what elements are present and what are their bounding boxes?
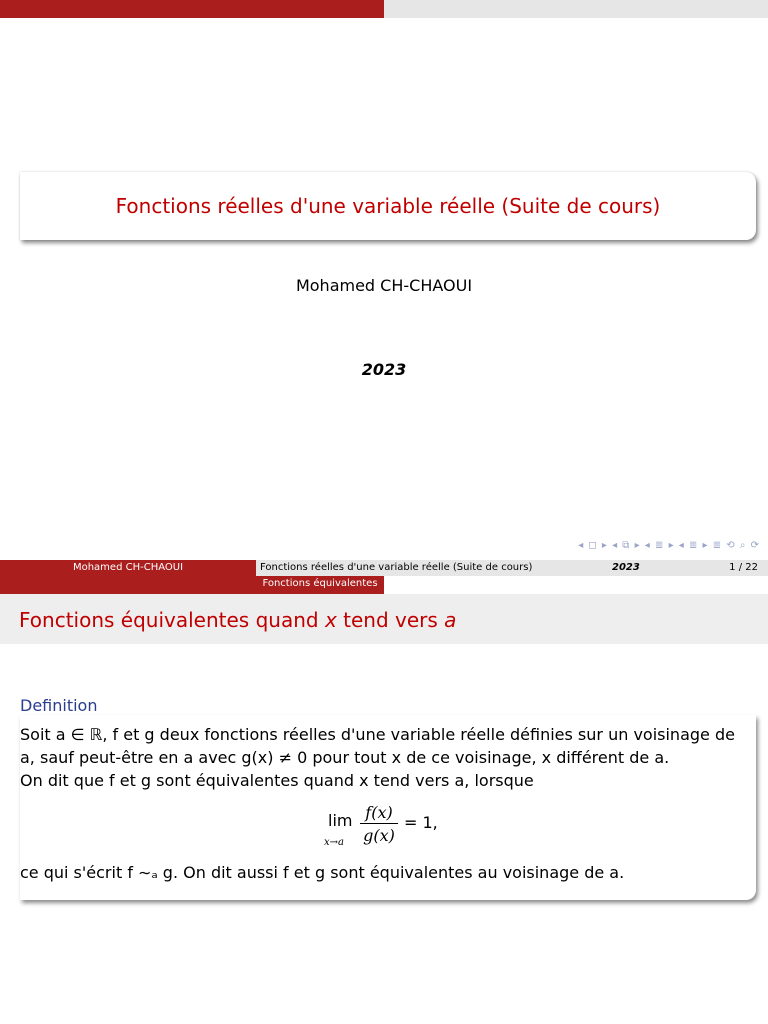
author-name: Mohamed CH-CHAOUI [295, 276, 473, 295]
navigation-symbols-icon[interactable]: ◂ ◻ ▸ ◂ ⧉ ▸ ◂ ≣ ▸ ◂ ≣ ▸ ≣ ⟲ ⌕ ⟳ [578, 540, 760, 551]
formula-lim-subscript: x→a [324, 837, 344, 848]
definition-label: Definition [20, 696, 98, 715]
footer-info-bar [256, 560, 768, 576]
definition-line-1: Soit a ∈ ℝ, f et g deux fonctions réelles d'une variable réelle définies sur un voisinage de [20, 725, 735, 744]
header-bar-grey [384, 0, 768, 18]
formula-numerator: f(x) [365, 803, 393, 822]
definition-line-3: On dit que f et g sont équivalentes quand x tend vers a, lorsque [20, 771, 534, 790]
definition-line-4: ce qui s'écrit f ∼ₐ g. On dit aussi f et g sont équivalentes au voisinage de a. [20, 863, 625, 882]
presentation-date: 2023 [361, 360, 407, 379]
formula-rhs: = 1, [404, 813, 438, 832]
frame-title: Fonctions équivalentes quand x tend vers a [19, 608, 457, 632]
formula-fraction [360, 801, 398, 847]
presentation-title: Fonctions réelles d'une variable réelle (Suite de cours) [115, 194, 661, 218]
header-bar-accent [0, 0, 384, 18]
footer-page-number: 1 / 22 [729, 562, 758, 573]
footline [0, 560, 768, 594]
title-box [20, 172, 756, 240]
footer-date: 2023 [612, 562, 640, 573]
formula-lim: lim [328, 811, 353, 830]
definition-line-2: a, sauf peut-être en a avec g(x) ≠ 0 pour tout x de ce voisinage, x différent de a. [20, 748, 670, 767]
definition-block [20, 715, 756, 900]
formula-denominator: g(x) [363, 826, 395, 845]
footer-author: Mohamed CH-CHAOUI [0, 560, 256, 594]
limit-formula [20, 801, 756, 851]
footer-title: Fonctions réelles d'une variable réelle (Suite de cours) [260, 562, 533, 573]
footer-section: Fonctions équivalentes [256, 576, 384, 594]
definition-slide [0, 560, 768, 1024]
